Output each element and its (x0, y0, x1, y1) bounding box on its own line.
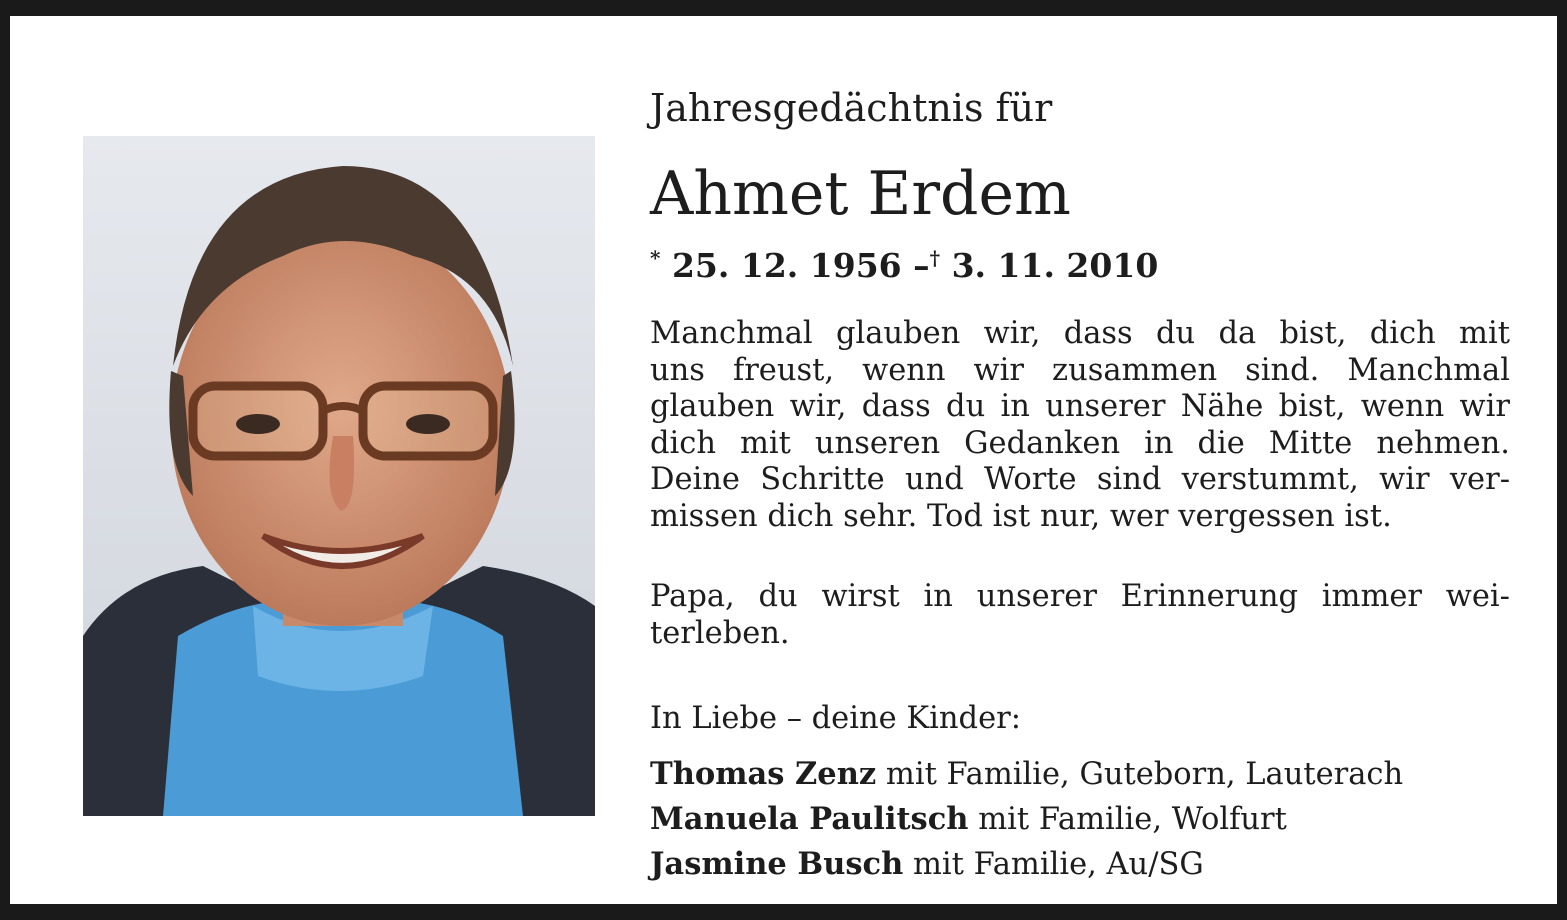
child-entry (650, 842, 1403, 887)
memorial-text-line: missen dich sehr. Tod ist nur, wer vergessen ist. (650, 498, 1392, 534)
intro-heading: Jahresgedächtnis für (650, 86, 1053, 130)
memorial-text-line: Manchmal glauben wir, dass du da bist, dich mit (650, 316, 1510, 351)
child-detail: mit Familie, Guteborn, Lauterach (885, 757, 1404, 792)
children-list (650, 752, 1403, 887)
life-dates (650, 238, 1158, 286)
child-detail: mit Familie, Wolfurt (978, 802, 1287, 837)
memorial-text-line: Deine Schritte und Worte sind verstummt, wir ver- (650, 462, 1510, 497)
memorial-text-line: dich mit unseren Gedanken in die Mitte nehmen. (650, 425, 1510, 461)
birth-symbol: * (650, 246, 661, 270)
remembrance-text-line: Papa, du wirst in unserer Erinnerung immer wei- (650, 579, 1510, 614)
signoff-line: In Liebe – deine Kinder: (650, 701, 1021, 736)
birth-date: 25. 12. 1956 (671, 246, 902, 285)
remembrance-text (650, 579, 1510, 652)
child-entry (650, 752, 1403, 797)
child-detail: mit Familie, Au/SG (913, 847, 1204, 882)
child-name: Manuela Paulitsch (650, 801, 969, 837)
memorial-text-line: glauben wir, dass du in unserer Nähe bist, wenn wir (650, 389, 1510, 424)
child-entry (650, 797, 1403, 842)
child-name: Jasmine Busch (650, 846, 904, 882)
deceased-name: Ahmet Erdem (650, 159, 1071, 229)
death-symbol: † (929, 246, 941, 270)
portrait-photo (83, 136, 595, 816)
date-separator: – (913, 246, 930, 285)
memorial-text-line: uns freust, wenn wir zusammen sind. Manchmal (650, 352, 1510, 388)
death-date: 3. 11. 2010 (951, 246, 1159, 285)
memorial-text (650, 316, 1510, 535)
child-name: Thomas Zenz (650, 756, 877, 792)
remembrance-text-line: terleben. (650, 615, 790, 651)
